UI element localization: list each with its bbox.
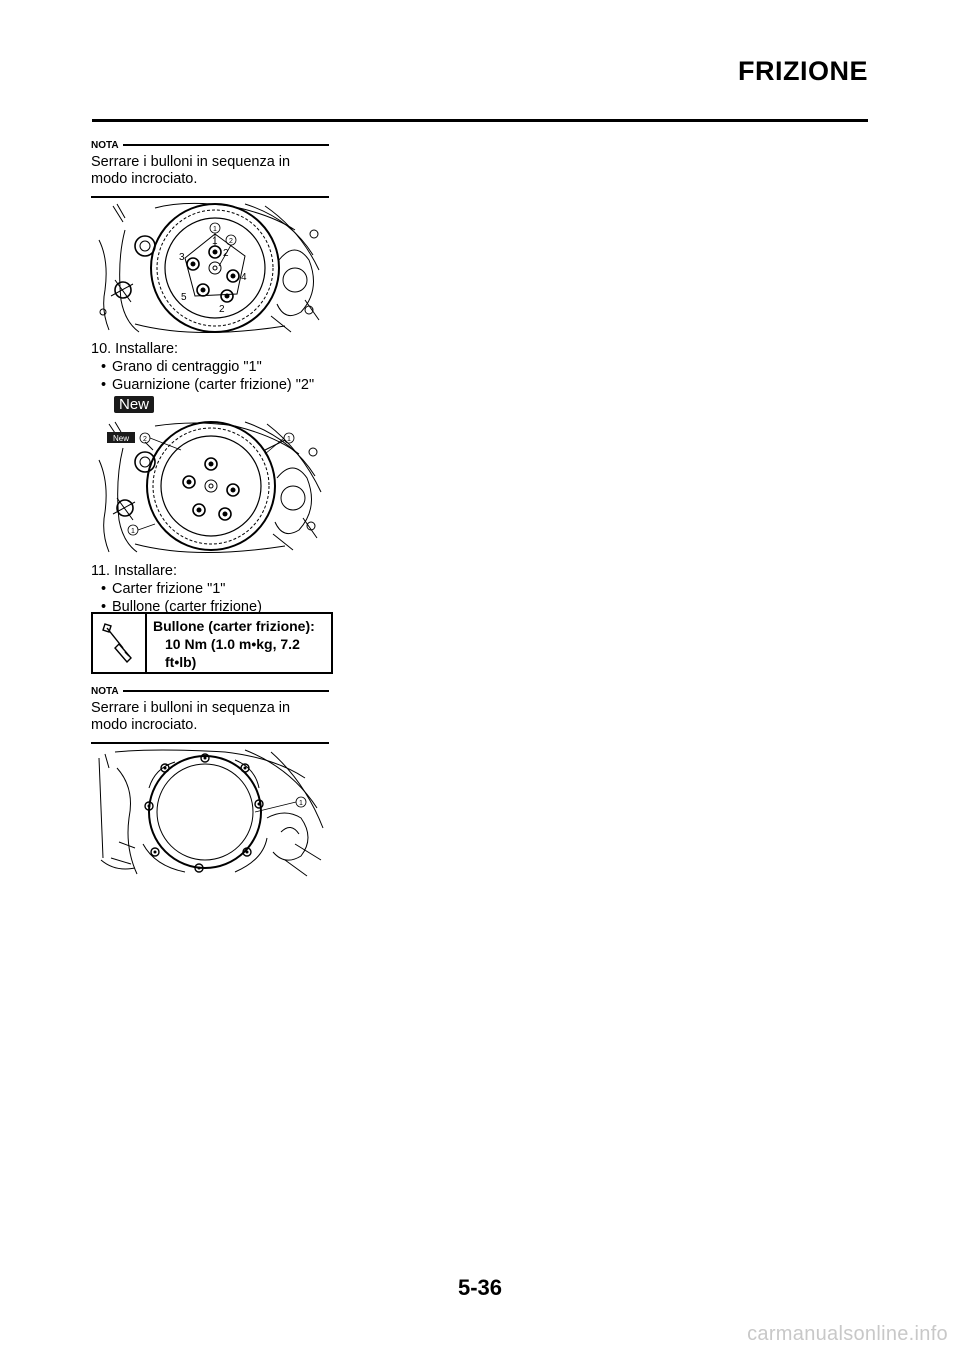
nota-block-2 [91,684,329,744]
list-item [101,580,329,598]
new-part-marker [114,396,329,414]
page-title: FRIZIONE [738,56,868,86]
nota-label: NOTA [91,139,119,151]
page-number: 5-36 [457,1275,503,1300]
callout-number: 4 [241,272,247,283]
step-label: 11. Installare: [91,563,177,579]
torque-value: 10 Nm (1.0 m•kg, 7.2 [165,636,300,652]
bullet-dot: • [101,377,107,393]
bullet-dot: • [101,599,107,615]
circled-callout: 1 [131,528,135,535]
gasket-dowel-illustration [95,420,325,555]
callout-number: 1 [212,236,218,247]
new-badge: New [114,396,154,413]
nota-top-rule [123,144,329,146]
nota-bottom-rule [91,196,329,198]
nota-bottom-rule [91,742,329,744]
callout-number: 2 [223,248,229,259]
clutch-cover-illustration [95,748,325,880]
nota-heading [91,684,329,698]
circled-callout: 2 [143,436,147,443]
circled-callout: 1 [299,800,303,807]
new-badge: New [112,434,130,443]
list-item [101,358,329,376]
torque-value-continued: ft•lb) [165,654,197,670]
nota-block-1 [91,138,329,198]
list-item-text: Bullone (carter frizione) [112,599,262,615]
nota-text: Serrare i bulloni in sequenza in modo incrociato. [91,700,291,733]
step-11 [91,562,329,616]
nota-label: NOTA [91,685,119,697]
callout-number: 3 [179,252,185,263]
nota-top-rule [123,690,329,692]
list-item [101,376,329,394]
bullet-dot: • [101,359,107,375]
step-10 [91,340,329,414]
circled-callout: 1 [287,436,291,443]
circled-callout: 2 [229,238,233,245]
circled-callout: 1 [213,226,217,233]
list-item-text: Guarnizione (carter frizione) "2" [112,377,315,393]
bullet-dot: • [101,581,107,597]
torque-spec-box [91,612,333,674]
torque-icon-cell [93,614,147,672]
header-rule [92,119,868,122]
list-item-text: Carter frizione "1" [112,581,226,597]
callout-number: 2 [219,304,225,315]
torque-wrench-icon [101,622,137,664]
step-label: 10. Installare: [91,341,179,357]
torque-title: Bullone (carter frizione): [153,618,315,634]
nota-text: Serrare i bulloni in sequenza in modo incrociato. [91,154,291,187]
list-item-text: Grano di centraggio "1" [112,359,262,375]
callout-number: 5 [181,292,187,303]
clutch-bolt-sequence-illustration [95,200,325,335]
nota-heading [91,138,329,152]
watermark: carmanualsonline.info [747,1323,948,1345]
torque-spec-text [147,614,315,672]
